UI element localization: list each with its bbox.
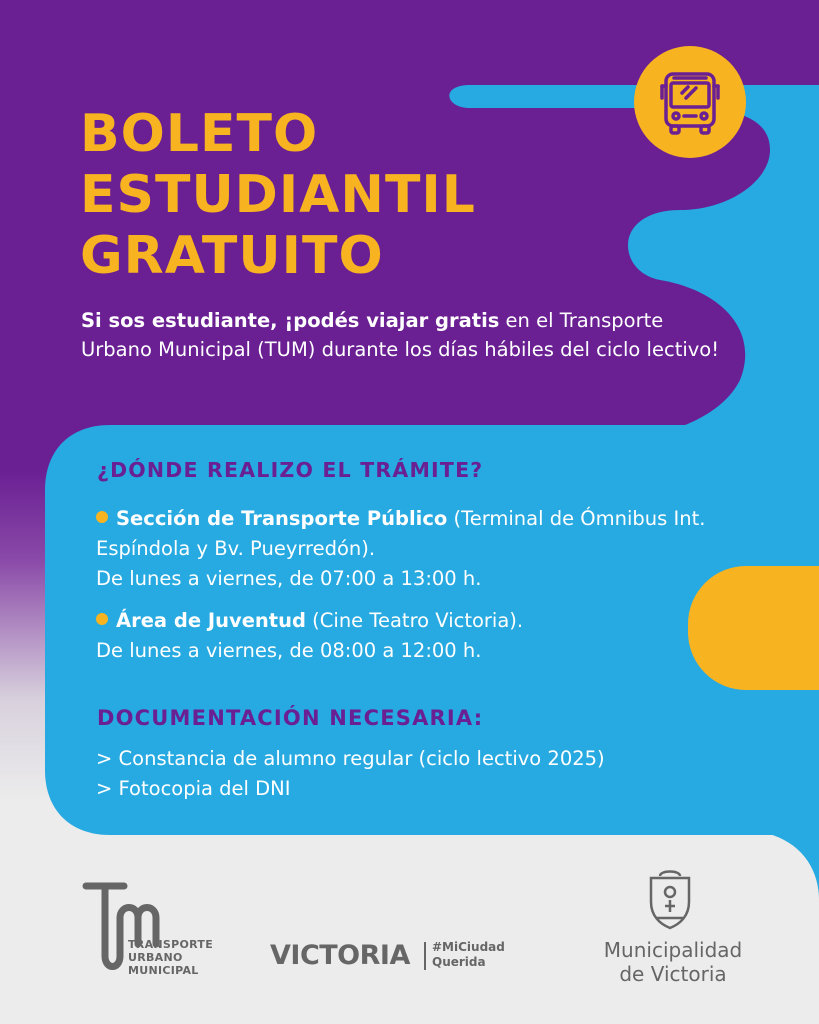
- municipalidad-text: [593, 938, 753, 986]
- page-title: [80, 104, 476, 287]
- municipalidad-line: de Victoria: [619, 962, 727, 986]
- location-item: [96, 504, 796, 594]
- municipalidad-logo: [585, 868, 765, 988]
- tum-wordmark: [128, 938, 213, 977]
- bullet-dot: [96, 511, 108, 523]
- location-1-detail: (Terminal de Ómnibus Int. Espíndola y Bv. Pueyrredón).: [96, 507, 706, 560]
- tum-logo: [80, 878, 240, 988]
- docs-heading: DOCUMENTACIÓN NECESARIA:: [97, 706, 484, 730]
- tum-line: TRANSPORTE: [128, 938, 214, 951]
- docs-item-2: > Fotocopia del DNI: [96, 777, 291, 800]
- title-line-1: BOLETO: [80, 104, 319, 164]
- bus-badge: [634, 46, 746, 158]
- title-line-3: GRATUITO: [80, 226, 384, 286]
- location-2-name: Área de Juventud: [116, 609, 306, 632]
- tum-line: MUNICIPAL: [128, 964, 199, 977]
- where-heading: ¿DÓNDE REALIZO EL TRÁMITE?: [97, 458, 484, 482]
- location-item: [96, 606, 696, 666]
- location-1-name: Sección de Transporte Público: [116, 507, 448, 530]
- docs-item-1: > Constancia de alumno regular (ciclo lectivo 2025): [96, 747, 605, 770]
- victoria-tagline: [432, 940, 505, 970]
- tagline-line: #MiCiudad: [432, 940, 505, 954]
- location-2-hours: De lunes a viernes, de 08:00 a 12:00 h.: [96, 639, 482, 662]
- location-2-text: [96, 606, 696, 636]
- location-1-text: [96, 504, 796, 564]
- intro-bold: Si sos estudiante, ¡podés viajar gratis: [81, 309, 500, 332]
- bullet-dot: [96, 613, 108, 625]
- victoria-logo: [270, 938, 540, 978]
- tum-line: URBANO: [128, 951, 183, 964]
- tagline-line: Querida: [432, 955, 486, 969]
- bus-icon: [634, 46, 746, 158]
- location-2-detail: (Cine Teatro Victoria).: [305, 609, 524, 632]
- title-line-2: ESTUDIANTIL: [80, 165, 476, 225]
- intro-text: [81, 306, 721, 364]
- intro-rest: en el Transporte Urbano Municipal (TUM) durante los días hábiles del ciclo lectivo!: [81, 309, 720, 361]
- location-1-hours: De lunes a viernes, de 07:00 a 13:00 h.: [96, 567, 482, 590]
- divider: [424, 942, 426, 970]
- crest-icon: [645, 868, 695, 930]
- docs-list: [96, 744, 776, 804]
- victoria-wordmark: VICTORIA: [270, 940, 410, 971]
- municipalidad-line: Municipalidad: [603, 938, 743, 962]
